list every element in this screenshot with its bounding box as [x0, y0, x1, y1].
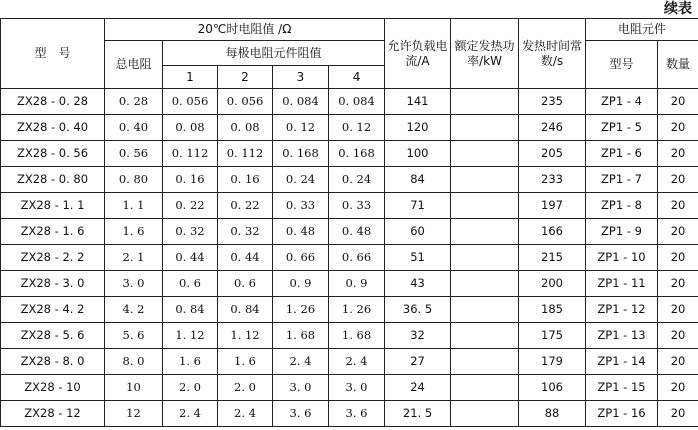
cell-element-qty: 20: [658, 375, 698, 401]
cell-pole-3: 1. 68: [273, 323, 329, 349]
cell-heating-time: 233: [519, 167, 586, 193]
table-row: [1, 193, 698, 219]
continued-label: 续表: [664, 1, 692, 17]
cell-pole-1: 0. 32: [163, 219, 218, 245]
cell-heating-time: 175: [519, 323, 586, 349]
cell-model: ZX28 - 0. 28: [1, 89, 105, 115]
cell-pole-4: 1. 68: [329, 323, 385, 349]
table-row: [1, 245, 698, 271]
cell-pole-2: 0. 112: [218, 141, 273, 167]
header-pole-4: 4: [329, 66, 385, 89]
cell-pole-2: 0. 16: [218, 167, 273, 193]
cell-pole-4: 0. 084: [329, 89, 385, 115]
cell-element-qty: 20: [658, 141, 698, 167]
cell-element-qty: 20: [658, 271, 698, 297]
cell-element-model: ZP1 - 5: [586, 115, 658, 141]
cell-pole-1: 0. 6: [163, 271, 218, 297]
cell-rated-power: [451, 219, 519, 245]
cell-element-qty: 20: [658, 349, 698, 375]
cell-model: ZX28 - 12: [1, 401, 105, 427]
cell-allowable-current: 141: [385, 89, 451, 115]
cell-total-resistance: 0. 40: [105, 115, 163, 141]
header-pole-1: 1: [163, 66, 218, 89]
cell-pole-3: 0. 24: [273, 167, 329, 193]
cell-pole-1: 0. 112: [163, 141, 218, 167]
table-row: [1, 401, 698, 427]
cell-pole-2: 0. 056: [218, 89, 273, 115]
cell-element-model: ZP1 - 11: [586, 271, 658, 297]
cell-total-resistance: 2. 1: [105, 245, 163, 271]
cell-pole-1: 0. 056: [163, 89, 218, 115]
header-heating-time: 发热时间常数/s: [519, 19, 586, 89]
table-row: [1, 349, 698, 375]
cell-heating-time: 205: [519, 141, 586, 167]
table-row: [1, 297, 698, 323]
cell-rated-power: [451, 193, 519, 219]
cell-pole-1: 0. 16: [163, 167, 218, 193]
cell-pole-4: 0. 9: [329, 271, 385, 297]
cell-pole-4: 2. 4: [329, 349, 385, 375]
cell-element-qty: 20: [658, 297, 698, 323]
cell-heating-time: 166: [519, 219, 586, 245]
cell-pole-4: 0. 33: [329, 193, 385, 219]
header-pole-3: 3: [273, 66, 329, 89]
cell-pole-3: 0. 084: [273, 89, 329, 115]
cell-rated-power: [451, 141, 519, 167]
cell-pole-1: 0. 22: [163, 193, 218, 219]
cell-heating-time: 106: [519, 375, 586, 401]
header-rated-power: 额定发热功率/kW: [451, 19, 519, 89]
cell-element-model: ZP1 - 15: [586, 375, 658, 401]
cell-total-resistance: 0. 56: [105, 141, 163, 167]
cell-element-qty: 20: [658, 89, 698, 115]
cell-total-resistance: 1. 6: [105, 219, 163, 245]
resistor-spec-table: [0, 18, 698, 427]
cell-pole-1: 2. 0: [163, 375, 218, 401]
cell-heating-time: 235: [519, 89, 586, 115]
cell-pole-2: 1. 12: [218, 323, 273, 349]
cell-model: ZX28 - 3. 0: [1, 271, 105, 297]
header-per-pole-group: 每极电阻元件阻值: [163, 41, 385, 66]
cell-element-model: ZP1 - 13: [586, 323, 658, 349]
cell-total-resistance: 4. 2: [105, 297, 163, 323]
cell-pole-3: 0. 33: [273, 193, 329, 219]
cell-allowable-current: 120: [385, 115, 451, 141]
cell-pole-1: 2. 4: [163, 401, 218, 427]
cell-allowable-current: 24: [385, 375, 451, 401]
cell-pole-2: 0. 32: [218, 219, 273, 245]
header-element-group: 电阻元件: [586, 19, 698, 41]
cell-allowable-current: 27: [385, 349, 451, 375]
header-total-resistance: 总电阻: [105, 41, 163, 89]
cell-pole-3: 1. 26: [273, 297, 329, 323]
cell-element-qty: 20: [658, 323, 698, 349]
cell-pole-3: 0. 66: [273, 245, 329, 271]
cell-pole-4: 0. 168: [329, 141, 385, 167]
cell-element-qty: 20: [658, 401, 698, 427]
cell-rated-power: [451, 89, 519, 115]
cell-element-model: ZP1 - 7: [586, 167, 658, 193]
cell-element-model: ZP1 - 8: [586, 193, 658, 219]
cell-pole-4: 0. 48: [329, 219, 385, 245]
cell-heating-time: 200: [519, 271, 586, 297]
cell-rated-power: [451, 271, 519, 297]
cell-model: ZX28 - 5. 6: [1, 323, 105, 349]
cell-allowable-current: 32: [385, 323, 451, 349]
cell-heating-time: 185: [519, 297, 586, 323]
cell-model: ZX28 - 0. 56: [1, 141, 105, 167]
cell-model: ZX28 - 8. 0: [1, 349, 105, 375]
table-row: [1, 219, 698, 245]
cell-model: ZX28 - 0. 80: [1, 167, 105, 193]
cell-heating-time: 246: [519, 115, 586, 141]
cell-allowable-current: 60: [385, 219, 451, 245]
cell-total-resistance: 12: [105, 401, 163, 427]
cell-pole-4: 0. 66: [329, 245, 385, 271]
cell-rated-power: [451, 167, 519, 193]
cell-total-resistance: 8. 0: [105, 349, 163, 375]
cell-pole-1: 1. 12: [163, 323, 218, 349]
table-row: [1, 167, 698, 193]
cell-pole-1: 0. 08: [163, 115, 218, 141]
cell-pole-2: 1. 6: [218, 349, 273, 375]
cell-allowable-current: 43: [385, 271, 451, 297]
cell-pole-4: 0. 24: [329, 167, 385, 193]
cell-total-resistance: 1. 1: [105, 193, 163, 219]
header-pole-2: 2: [218, 66, 273, 89]
cell-heating-time: 215: [519, 245, 586, 271]
cell-rated-power: [451, 375, 519, 401]
cell-pole-2: 2. 0: [218, 375, 273, 401]
cell-pole-4: 3. 6: [329, 401, 385, 427]
cell-total-resistance: 0. 80: [105, 167, 163, 193]
header-element-qty: 数量: [658, 41, 698, 89]
table-row: [1, 271, 698, 297]
cell-model: ZX28 - 2. 2: [1, 245, 105, 271]
cell-total-resistance: 5. 6: [105, 323, 163, 349]
cell-element-qty: 20: [658, 193, 698, 219]
cell-element-qty: 20: [658, 167, 698, 193]
cell-pole-2: 0. 44: [218, 245, 273, 271]
cell-pole-1: 1. 6: [163, 349, 218, 375]
cell-pole-3: 3. 6: [273, 401, 329, 427]
cell-allowable-current: 84: [385, 167, 451, 193]
table-row: [1, 89, 698, 115]
header-resistance-group: 20℃时电阻值 /Ω: [105, 19, 385, 41]
cell-model: ZX28 - 4. 2: [1, 297, 105, 323]
cell-pole-3: 0. 168: [273, 141, 329, 167]
cell-total-resistance: 3. 0: [105, 271, 163, 297]
table-row: [1, 323, 698, 349]
cell-element-model: ZP1 - 4: [586, 89, 658, 115]
cell-pole-2: 0. 22: [218, 193, 273, 219]
header-allowable-current: 允许负载电流/A: [385, 19, 451, 89]
cell-allowable-current: 21. 5: [385, 401, 451, 427]
cell-pole-3: 0. 12: [273, 115, 329, 141]
cell-element-qty: 20: [658, 115, 698, 141]
cell-pole-3: 0. 9: [273, 271, 329, 297]
cell-rated-power: [451, 401, 519, 427]
cell-allowable-current: 51: [385, 245, 451, 271]
cell-total-resistance: 10: [105, 375, 163, 401]
cell-rated-power: [451, 323, 519, 349]
cell-allowable-current: 100: [385, 141, 451, 167]
table-row: [1, 115, 698, 141]
cell-element-model: ZP1 - 12: [586, 297, 658, 323]
cell-pole-3: 3. 0: [273, 375, 329, 401]
cell-element-model: ZP1 - 10: [586, 245, 658, 271]
cell-pole-2: 0. 84: [218, 297, 273, 323]
cell-pole-4: 1. 26: [329, 297, 385, 323]
cell-pole-1: 0. 84: [163, 297, 218, 323]
cell-rated-power: [451, 115, 519, 141]
cell-rated-power: [451, 297, 519, 323]
cell-element-model: ZP1 - 14: [586, 349, 658, 375]
cell-pole-1: 0. 44: [163, 245, 218, 271]
cell-element-model: ZP1 - 16: [586, 401, 658, 427]
cell-heating-time: 197: [519, 193, 586, 219]
cell-allowable-current: 36. 5: [385, 297, 451, 323]
header-model: 型 号: [1, 19, 105, 89]
table-row: [1, 141, 698, 167]
cell-model: ZX28 - 1. 1: [1, 193, 105, 219]
header-element-model: 型号: [586, 41, 658, 89]
cell-pole-2: 0. 6: [218, 271, 273, 297]
cell-pole-4: 3. 0: [329, 375, 385, 401]
table-row: [1, 375, 698, 401]
cell-element-qty: 20: [658, 219, 698, 245]
cell-pole-3: 2. 4: [273, 349, 329, 375]
cell-pole-2: 2. 4: [218, 401, 273, 427]
cell-element-qty: 20: [658, 245, 698, 271]
cell-heating-time: 179: [519, 349, 586, 375]
cell-pole-3: 0. 48: [273, 219, 329, 245]
cell-model: ZX28 - 1. 6: [1, 219, 105, 245]
cell-total-resistance: 0. 28: [105, 89, 163, 115]
cell-rated-power: [451, 245, 519, 271]
cell-heating-time: 88: [519, 401, 586, 427]
cell-rated-power: [451, 349, 519, 375]
cell-allowable-current: 71: [385, 193, 451, 219]
cell-model: ZX28 - 0. 40: [1, 115, 105, 141]
cell-model: ZX28 - 10: [1, 375, 105, 401]
cell-element-model: ZP1 - 6: [586, 141, 658, 167]
cell-element-model: ZP1 - 9: [586, 219, 658, 245]
cell-pole-4: 0. 12: [329, 115, 385, 141]
cell-pole-2: 0. 08: [218, 115, 273, 141]
table-body: [1, 89, 698, 427]
